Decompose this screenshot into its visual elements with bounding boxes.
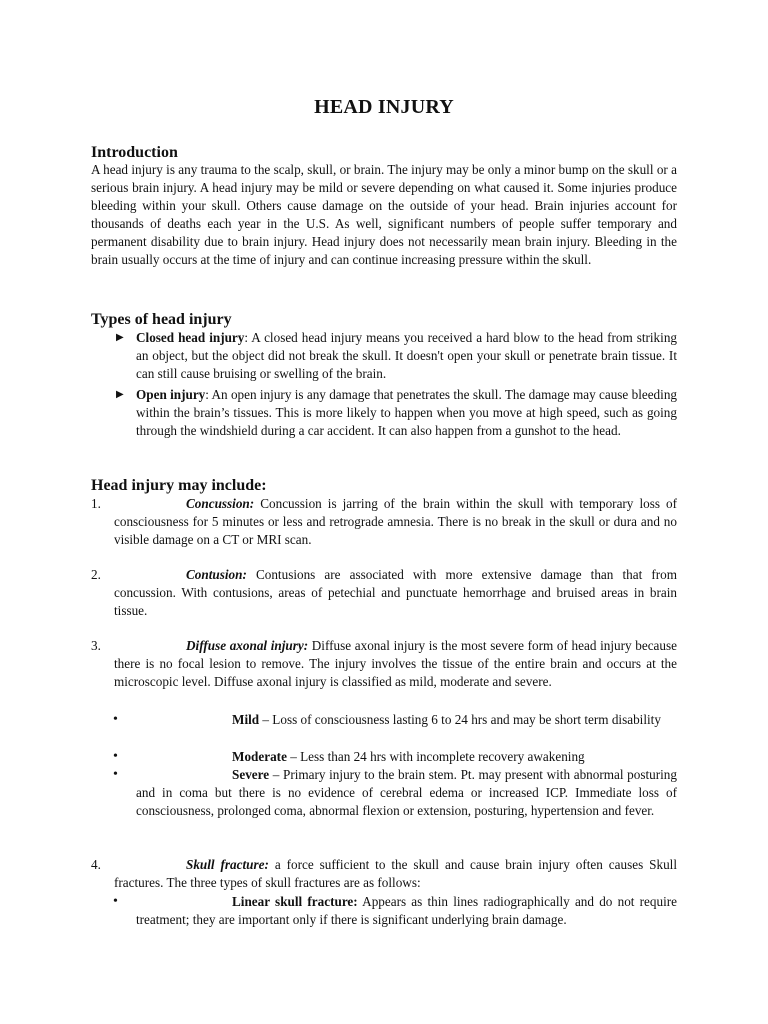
- list-item-severe: [113, 766, 677, 820]
- bullet-icon: •: [113, 894, 118, 909]
- definition-contusion: Contusions are associated with more extensive damage than that from concussion. With contusions, areas of petechial and punctuate hemorrhage and bruised areas in brain tissue.: [114, 567, 677, 618]
- term-moderate: Moderate: [232, 749, 287, 764]
- definition-closed-head-injury: : A closed head injury means you received a hard blow to the head from striking an object, but the object did not break the skull. It doesn't open your skull or penetrate brain tissue. It can still cause bruising or swelling of the brain.: [136, 330, 678, 381]
- term-contusion: Contusion:: [186, 567, 247, 582]
- definition-mild: – Loss of consciousness lasting 6 to 24 hrs and may be short term disability: [259, 712, 661, 727]
- list-item-skull-fracture: [91, 856, 677, 892]
- introduction-paragraph: A head injury is any trauma to the scalp, skull, or brain. The injury may be only a minor bump on the skull or a serious brain injury. A head injury may be mild or severe depending on what caused it. Some injuries produce bleeding within your skull. Others cause damage on the outside of your head. Brain injuries account for thousands of deaths each year in the U.S. As well, significant numbers of people suffer temporary and permanent disability due to brain injury. Head injury does not necessarily mean brain injury. Bleeding in the brain usually occurs at the time of injury and can continue increasing pressure within the skull.: [91, 162, 677, 267]
- list-number: 3.: [91, 638, 101, 653]
- list-number: 4.: [91, 857, 101, 872]
- list-item-closed-head-injury: [116, 329, 677, 383]
- term-mild: Mild: [232, 712, 260, 727]
- triangle-bullet-icon: ▶: [116, 389, 124, 400]
- list-item-linear-skull-fracture: [113, 893, 677, 929]
- list-item-diffuse-axonal-injury: [91, 637, 677, 691]
- types-heading: Types of head injury: [91, 311, 232, 328]
- introduction-heading: Introduction: [91, 144, 178, 161]
- list-item-open-injury: [116, 386, 677, 440]
- list-item-moderate: [113, 748, 677, 766]
- list-item-mild: [113, 711, 677, 729]
- list-item-contusion: [91, 566, 677, 620]
- term-concussion: Concussion:: [186, 496, 255, 511]
- page-title: HEAD INJURY: [314, 96, 454, 118]
- list-number: 2.: [91, 567, 101, 582]
- list-item-concussion: [91, 495, 677, 549]
- bullet-icon: •: [113, 767, 118, 782]
- term-open-injury: Open injury: [136, 387, 206, 402]
- definition-moderate: – Less than 24 hrs with incomplete recovery awakening: [286, 749, 585, 764]
- term-diffuse-axonal-injury: Diffuse axonal injury:: [186, 638, 309, 653]
- triangle-bullet-icon: ▶: [116, 332, 124, 343]
- bullet-icon: •: [113, 749, 118, 764]
- term-linear-skull-fracture: Linear skull fracture:: [232, 894, 358, 909]
- list-number: 1.: [91, 496, 101, 511]
- term-severe: Severe: [232, 767, 270, 782]
- term-skull-fracture: Skull fracture:: [186, 857, 269, 872]
- bullet-icon: •: [113, 712, 118, 727]
- definition-open-injury: : An open injury is any damage that penetrates the skull. The damage may cause bleeding within the brain’s tissues. This is more likely to happen when you move at high speed, such as going through the windshield during a car accident. It can also happen from a gunshot to the head.: [136, 387, 678, 438]
- definition-diffuse-axonal-injury: Diffuse axonal injury is the most severe form of head injury because there is no focal lesion to remove. The injury involves the tissue of the entire brain and occurs at the microscopic level. Diffuse axonal injury is classified as mild, moderate and severe.: [114, 638, 677, 689]
- definition-concussion: Concussion is jarring of the brain within the skull with temporary loss of consciousness for 5 minutes or less and retrograde amnesia. There is no break in the skull or dura and no visible damage on a CT or MRI scan.: [114, 496, 677, 547]
- term-closed-head-injury: Closed head injury: [136, 330, 245, 345]
- definition-linear-skull-fracture: Appears as thin lines radiographically and do not require treatment; they are important only if there is significant underlying brain damage.: [136, 894, 677, 927]
- definition-skull-fracture: a force sufficient to the skull and cause brain injury often causes Skull fractures. The three types of skull fractures are as follows:: [114, 857, 677, 890]
- include-heading: Head injury may include:: [91, 477, 267, 494]
- definition-severe: – Primary injury to the brain stem. Pt. may present with abnormal posturing and in coma but there is no evidence of cerebral edema or increased ICP. Immediate loss of consciousness, prolonged coma, abnormal flexion or extension, posturing, hypertension and fever.: [136, 767, 677, 818]
